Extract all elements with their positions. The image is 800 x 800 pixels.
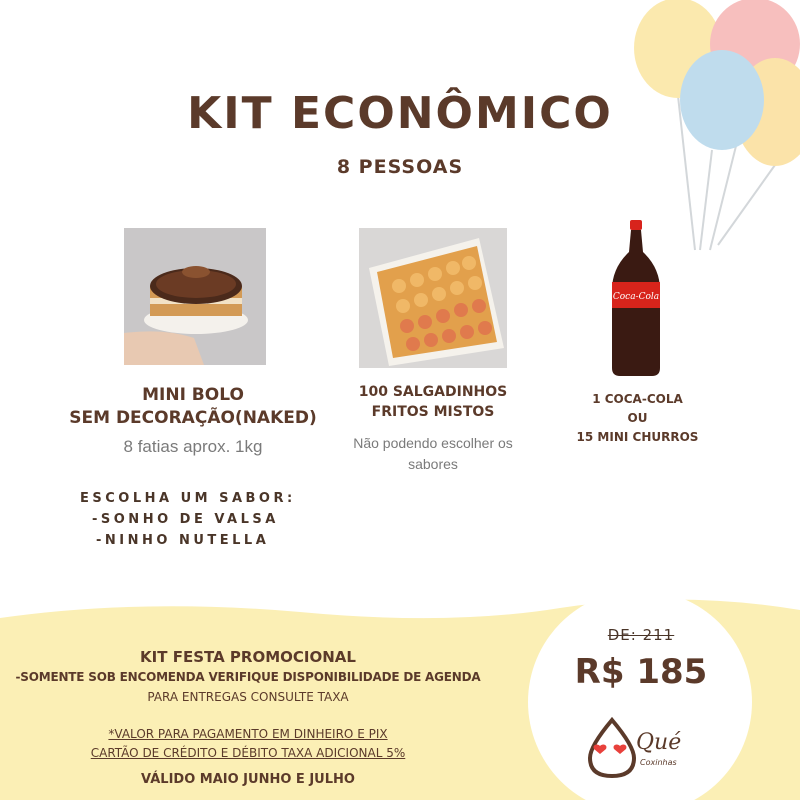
item-cake-name: MINI BOLO SEM DECORAÇÃO(NAKED) xyxy=(69,385,317,428)
card-fee-note: CARTÃO DE CRÉDITO E DÉBITO TAXA ADICIONAL 5% xyxy=(90,746,406,760)
brand-logo xyxy=(584,716,640,780)
price-box xyxy=(556,626,726,692)
item-cake-detail: 8 fatias aprox. 1kg xyxy=(123,437,263,456)
promo-line2: PARA ENTREGAS CONSULTE TAXA xyxy=(147,690,349,704)
cake-photo xyxy=(124,228,266,365)
payment-note: *VALOR PARA PAGAMENTO EM DINHEIRO E PIX xyxy=(108,727,388,741)
promo-title: KIT FESTA PROMOCIONAL xyxy=(140,648,356,666)
flavor-heading: ESCOLHA UM SABOR: xyxy=(80,491,296,506)
flavor-options xyxy=(80,488,296,551)
brand-tagline: Coxinhas xyxy=(640,758,677,767)
page-title: KIT ECONÔMICO xyxy=(187,88,613,139)
flavor-option: -NINHO NUTELLA xyxy=(96,533,270,548)
people-count: 8 PESSOAS xyxy=(336,156,464,178)
promo-line1: -SOMENTE SOB ENCOMENDA VERIFIQUE DISPONIBILIDADE DE AGENDA xyxy=(15,670,481,684)
current-price: R$ 185 xyxy=(574,652,708,692)
bottle-label: Coca-Cola xyxy=(612,292,660,302)
validity: VÁLIDO MAIO JUNHO E JULHO xyxy=(141,772,355,787)
coca-cola-bottle xyxy=(606,218,666,380)
snacks-photo xyxy=(359,228,507,368)
brand-name: Qué xyxy=(636,730,682,755)
flavor-option: -SONHO DE VALSA xyxy=(92,512,279,527)
item-snacks-detail: Não podendo escolher os sabores xyxy=(353,435,513,472)
old-price: DE: 211 xyxy=(607,626,675,644)
item-snacks-name: 100 SALGADINHOS FRITOS MISTOS xyxy=(358,384,508,420)
item-drink-name: 1 COCA-COLA OU 15 MINI CHURROS xyxy=(576,392,699,444)
